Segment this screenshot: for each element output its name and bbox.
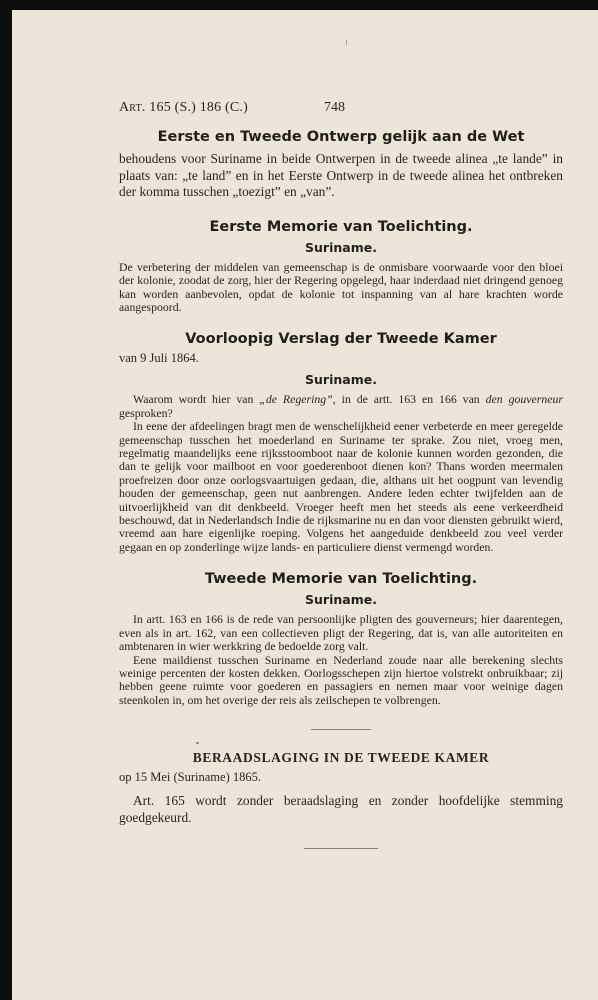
- section-divider: [311, 729, 371, 730]
- section-title-ontwerp: Eerste en Tweede Ontwerp gelijk aan de Wet: [157, 129, 525, 145]
- running-header: [119, 100, 563, 122]
- paragraph-tweede-memorie-2: Eene maildienst tusschen Suriname en Nederland zoude naar alle berekening slechts weinige percenten der kosten dekken. Oorlogsschepen zijn hiertoe volstrekt onbruikbaar; zij hebben geene ruimte voor goederen en passagiers en nemen maar voor weinige dagen steenkolen in, om het overige der reis als zeilschepen te volbrengen.: [119, 652, 563, 707]
- subtitle-suriname-3: Suriname.: [305, 592, 377, 608]
- subtitle-suriname-2: Suriname.: [305, 372, 377, 388]
- section-title-voorloopig-verslag: Voorloopig Verslag der Tweede Kamer: [185, 331, 497, 348]
- paragraph-verslag-question: Waarom wordt hier van „de Regering”, in de artt. 163 en 166 van den gouverneur gesproken?: [119, 392, 563, 420]
- page-number: 748: [324, 100, 345, 115]
- article-reference: [119, 100, 248, 116]
- paragraph-beraadslaging: Art. 165 wordt zonder beraadslaging en zonder hoofdelijke stemming goedgekeurd.: [119, 793, 563, 825]
- section-title-eerste-memorie: Eerste Memorie van Toelichting.: [209, 218, 473, 235]
- closing-rule: [304, 848, 378, 849]
- page-mark: [346, 40, 347, 45]
- beraadslaging-date: op 15 Mei (Suriname) 1865.: [119, 770, 261, 785]
- section-title-beraadslaging: BERAADSLAGING IN DE TWEEDE KAMER: [192, 750, 490, 766]
- article-numbers: 165 (S.) 186 (C.): [149, 100, 248, 115]
- paragraph-tweede-memorie-1: In artt. 163 en 166 is de rede van persoonlijke pligten des gouverneurs; hier daarentegen, even als in art. 162, van een collectieven pligt der Regering, dat is, van alle autoriteiten en ambtenaren in wier werkkring de bedoelde zorg valt.: [119, 612, 563, 654]
- article-prefix: Art.: [119, 100, 146, 115]
- page-content: [119, 100, 563, 849]
- paragraph-verslag-body: In eene der afdeelingen bragt men de wenschelijkheid eener verbeterde en meer geregelde gemeenschap tusschen het moederland en Suriname ter sprake. Zou niet, vroeg men, regelmatig maandelijks eene rijksstoomboot naar de kolonie kunnen worden gezonden, die dan te gelijk voor mailboot en voor goederenboot dienen kon? Thans worden meermalen proefreizen door onze oorlogsvaartuigen gedaan, die, althans uit het oogpunt van levendig houden der gemeenschap, geen nut aanbrengen. Andere leden echter twijfelden aan de uitvoerlijkheid van dit denkbeeld. Vroeger heeft men het steeds als eene verkeerdheid beschouwd, dat in Nederlandsch Indie de rijksmarine nu en dan voor diensten gebruikt wierd, vreemd aan hare eigenlijke roeping. Volgens het aangeduide denkbeeld zou veel verder gegaan en op zonderlinge wijze lands- en particuliere dienst vermengd worden.: [119, 419, 563, 554]
- verslag-date: van 9 Juli 1864.: [119, 351, 199, 366]
- book-page: [12, 10, 598, 1000]
- paragraph-ontwerp: behoudens voor Suriname in beide Ontwerpen in de tweede alinea „te lande” in plaats van: „te land” en in het Eerste Ontwerp in de tweede alinea het ontbreken der komma tusschen „toezigt” en „van”.: [119, 151, 563, 200]
- paragraph-eerste-memorie: De verbetering der middelen van gemeenschap is de onmisbare voorwaarde voor den bloei der kolonie, zoodat de zorg, hier der Regering opgelegd, haar inderdaad niet dringend genoeg kan worden aanbevolen, opdat de kolonie tot inspanning van al hare krachten worde aangespoord.: [119, 259, 563, 314]
- section-title-tweede-memorie: Tweede Memorie van Toelichting.: [204, 571, 478, 588]
- subtitle-suriname-1: Suriname.: [305, 239, 377, 255]
